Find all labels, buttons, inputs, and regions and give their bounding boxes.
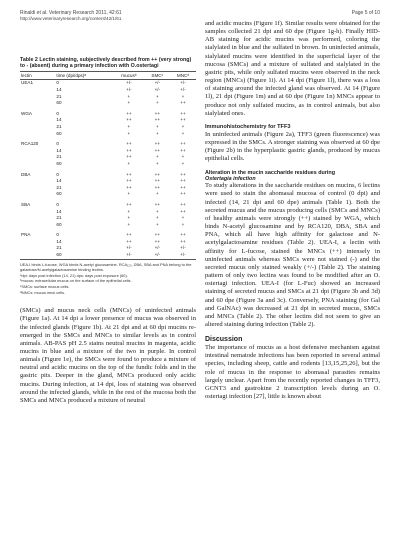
smc-cell: +: [155, 154, 159, 160]
table-row: [20, 141, 196, 148]
mucus-cell: +: [127, 215, 131, 221]
lectin-name-cell: [20, 117, 55, 124]
mnc-cell: +: [181, 160, 185, 166]
mnc-cell: ++: [180, 171, 186, 177]
left-body-paragraph: (SMCs) and mucus neck cells (MNCs) of uninfected animals (Figure 1a). At 14 dpi a lower presence of mucus was observed in the infected glands (Figure 1b). At 21 dpi and at 60 dpi mucins re-emerged in the SMCs and MNCs to similar levels as in control animals. AB-PAS pH 2.5 stains neutral mucins in magenta, acidic mucins in blue and a mixture of the two in purple. In control animals (Figure 1e), the SMCs were found to produce a mixture of neutral and acidic mucins on the top of the fundic folds and in the gastric pits. Deeper in the gland, MNCs produced only acidic mucins. During infection, at 14 dpi, loss of staining was observed around the infected glands, while in the rest of the mucosa both the SMCs and MNCs produced a mixture of neutral: [20, 307, 196, 404]
discussion-paragraph: The importance of mucus as a host defensive mechanism against intestinal nematode infections has been reported in several animal species, including sheep, cattle and rodents [13,15,25,26], but the role of mucus in the response to abomasal parasites remains largely unclear. Apart from the recently reported changes in TFF3, GCNT3 and gastrokine 2 transcription levels during an O. ostertagi infection [27], little is known about: [205, 344, 380, 401]
mnc-cell: +: [181, 123, 185, 129]
smc-cell: ++: [154, 178, 161, 184]
smc-cell: ++: [154, 238, 161, 244]
lectin-name-cell: UEA1: [21, 80, 34, 86]
header-url[interactable]: http://www.veterinaryresearch.org/content/42/1/61: [20, 16, 122, 21]
smc-cell: ++: [154, 110, 161, 116]
smc-cell: +: [155, 215, 159, 221]
time-cell: 14: [56, 178, 62, 184]
results-paragraph: and acidic mucins (Figure 1f). Similar results were obtained for the samples collected 21 dpi and 60 dpe (Figure 1g-h). Finally HID-AB staining for acidic mucins was performed, coloring the sialylated in blue and the sulfated in brown. In uninfected animals, sialylated mucins were identified in the superficial layer of the mucosa (SMCs) and a mixture of sulfated and sialylated in the gastric pits, while only sulfated mucins were observed in the neck region (MNCs) (Figure 1i). At 14 dpi (Figure 1l), there was a loss of staining around the infected gland was observed. At 14 (Figure 1l), 21 dpi (Figure 1m) and at 60 dpe (Figure 1n) MNCs appear to produce not only sulfated mucins, as in control animals, but also sialylated ones.: [205, 20, 380, 117]
lectin-name-cell: DBA: [21, 171, 31, 177]
table-row: [20, 87, 196, 94]
lectin-name-cell: [20, 252, 55, 259]
table-row: [20, 80, 196, 87]
time-cell: 14: [56, 208, 62, 214]
lectin-name-cell: SBA: [21, 201, 31, 207]
table-row: [20, 222, 196, 229]
table-row: [20, 131, 196, 138]
col-header-lectin: lectin: [20, 72, 55, 80]
lectin-name-cell: [20, 87, 55, 94]
smc-cell: ++: [154, 141, 161, 147]
col-header-smc: SMCᶜ: [145, 72, 170, 80]
col-header-mnc: MNCᵈ: [170, 72, 196, 80]
mnc-cell: ++: [180, 100, 186, 106]
mnc-cell: +: [181, 221, 185, 227]
alteration-heading-line2: Ostertagia infection: [205, 175, 256, 182]
lectin-name-cell: [20, 154, 55, 161]
time-cell: 21: [56, 93, 62, 99]
time-cell: 14: [56, 87, 62, 92]
mucus-cell: +: [127, 123, 131, 129]
table-title: Table 2 Lectin staining, subjectively described from ++ (very strong) to - (absent) during a primary infection with O.ostertagi: [20, 57, 192, 70]
mnc-cell: +/-: [180, 87, 186, 92]
section-heading-alteration: [205, 170, 380, 183]
mnc-cell: ++: [180, 141, 186, 147]
lectin-name-cell: [20, 215, 55, 222]
mucus-cell: ++: [126, 238, 132, 244]
time-cell: 14: [56, 147, 62, 153]
mnc-cell: ++: [180, 232, 186, 238]
table-row: [20, 154, 196, 161]
mucus-cell: +: [127, 191, 131, 197]
table-row: [20, 111, 196, 118]
table-row: [20, 191, 196, 198]
mucus-cell: +/-: [126, 245, 132, 251]
section-heading-tff3: Immunohistochemistry for TFF3: [205, 123, 291, 130]
smc-cell: +: [155, 221, 159, 227]
left-column: [20, 57, 196, 405]
smc-cell: +: [155, 160, 159, 166]
time-cell: 60: [56, 160, 62, 166]
mucus-cell: ++: [126, 184, 132, 190]
table-row: [20, 185, 196, 192]
mucus-cell: ++: [126, 171, 132, 177]
lectin-name-cell: PNA: [21, 232, 31, 238]
time-cell: 60: [56, 100, 62, 106]
smc-cell: ++: [154, 171, 161, 177]
lectin-table: [20, 71, 196, 259]
table-row: [20, 245, 196, 252]
table-row: [20, 178, 196, 185]
lectin-name-cell: [20, 131, 55, 138]
mucus-cell: ++: [126, 141, 132, 147]
table-row: [20, 161, 196, 168]
time-cell: 60: [55, 252, 113, 259]
table-footnote: ᵇmucus: extracellular mucus on the surface of the epithelial cells.: [20, 278, 132, 284]
time-cell: 21: [56, 184, 62, 190]
lectin-name-cell: [20, 239, 55, 246]
lectin-name-cell: [20, 161, 55, 168]
mucus-cell: ++: [126, 147, 132, 153]
smc-cell: +/-: [154, 87, 161, 92]
smc-cell: +: [155, 130, 159, 136]
time-cell: 21: [56, 245, 62, 251]
time-cell: 0: [56, 141, 59, 147]
mnc-cell: ++: [180, 191, 186, 197]
smc-cell: ++: [154, 184, 161, 190]
mucus-cell: ++: [126, 178, 132, 184]
table-row: [20, 148, 196, 155]
smc-cell: ++: [154, 232, 161, 238]
smc-cell: +: [155, 208, 159, 214]
mnc-cell: ++: [180, 208, 186, 214]
mnc-cell: ++: [180, 184, 186, 190]
mnc-cell: +: [181, 130, 185, 136]
table-body: [20, 80, 196, 259]
mucus-cell: ++: [126, 154, 132, 160]
table-row: [20, 209, 196, 216]
time-cell: 60: [56, 130, 62, 136]
time-cell: 21: [56, 123, 62, 129]
lectin-name-cell: [20, 222, 55, 229]
smc-cell: ++: [154, 147, 161, 153]
smc-cell: +/-: [154, 80, 161, 86]
mnc-cell: +: [181, 215, 185, 221]
mnc-cell: ++: [180, 201, 186, 207]
time-cell: 21: [56, 154, 62, 160]
table-row: [20, 172, 196, 179]
header-citation: Rinaldi et al. Veterinary Research 2011, 42:61: [20, 10, 122, 16]
smc-cell: +: [155, 93, 159, 99]
smc-cell: ++: [154, 117, 161, 123]
table-footnote: UEA-I binds L-fucose, WGA binds N-acetyl glucosamine, RCA₁₂₀, DBA, SBA and PNA belong to the galactose/N-acetylgalactosamine binding lectins.: [20, 261, 192, 273]
mnc-cell: ++: [180, 117, 186, 123]
mucus-cell: ++: [126, 201, 132, 207]
lectin-name-cell: [20, 245, 55, 252]
mucus-cell: ++: [126, 232, 132, 238]
mucus-cell: +: [127, 93, 131, 99]
lectin-name-cell: [20, 94, 55, 101]
mucus-cell: +: [127, 160, 131, 166]
mucus-cell: ++: [126, 117, 132, 123]
mucus-cell: +/-: [126, 87, 132, 92]
lectin-name-cell: [20, 148, 55, 155]
mnc-cell: +: [181, 93, 185, 99]
time-cell: 0: [56, 201, 59, 207]
time-cell: 14: [56, 117, 62, 123]
mnc-cell: +/-: [180, 80, 186, 86]
time-cell: 14: [56, 238, 62, 244]
table-footnotes: [20, 262, 196, 296]
mnc-cell: +/-: [180, 245, 186, 251]
col-header-mucus: mucusᵇ: [113, 72, 145, 80]
alteration-paragraph: To study alterations in the saccharide residues on mucins, 6 lectins were used to stain the abomasal mucosa of control (0 dpi) and infected (14, 21 dpi and 60 dpe) animals (Table 1). Both the secreted mucus and the mucus producing cells (SMCs and MNCs) of healthy animals were strongly (++) stained by WGA, which binds N-acetyl glucosamine and by RCA120, DBA, SBA and PNA, which all have high affinity for galactose and N-acetylgalactosamine residues (Table 2). UEA-I, a lectin with affinity for L-fucose, stained the MNCs (++) intensely in uninfected animals whereas SMCs were not stained (-) and the secreted mucus only stained weakly (+/-) (Table 2). The staining pattern of only two lectins was found to be modified after an O. ostertagi infection. UEA-I (for L-Fuc) showed an increased staining of secreted mucus and SMCs at 21 dpi (Figure 3b and 3d) and 60 dpe (Figure 3a and 3c). Conversely, PNA staining (for Gal and GalNAc) was decreased at 21 dpi in secreted mucus, SMCs and MNCs (Table 2). The other lectins did not seem to give an altered staining during infection (Table 2).: [205, 182, 380, 328]
smc-cell: +: [155, 123, 159, 129]
time-cell: 60: [56, 221, 62, 227]
time-cell: 0: [56, 110, 59, 116]
table-row: [20, 202, 196, 209]
table-header-row: [20, 72, 196, 80]
mucus-cell: +/-: [126, 80, 132, 86]
mnc-cell: ++: [180, 147, 186, 153]
lectin-name-cell: WGA: [21, 110, 32, 116]
time-cell: 0: [56, 232, 59, 238]
lectin-name-cell: RCA120: [21, 141, 39, 147]
lectin-name-cell: [20, 185, 55, 192]
header-citation-block: [20, 10, 122, 22]
mnc-cell: ++: [180, 178, 186, 184]
smc-cell: ++: [154, 201, 161, 207]
time-cell: 0: [56, 80, 59, 86]
alteration-heading-line1: Alteration in the mucin saccharide residues during: [205, 169, 336, 176]
mucus-cell: +: [127, 130, 131, 136]
mnc-cell: ++: [180, 238, 186, 244]
table-row: [20, 215, 196, 222]
mucus-cell: ++: [126, 110, 132, 116]
mnc-cell: ++: [180, 110, 186, 116]
mucus-cell: +: [127, 208, 131, 214]
section-heading-discussion: Discussion: [205, 336, 243, 344]
lectin-name-cell: [20, 178, 55, 185]
time-cell: 21: [56, 215, 62, 221]
mnc-cell: +/-: [170, 252, 196, 259]
table-row: [20, 124, 196, 131]
table-row: [20, 117, 196, 124]
mucus-cell: +: [127, 221, 131, 227]
lectin-name-cell: [20, 191, 55, 198]
smc-cell: +/-: [145, 252, 170, 259]
right-column: [205, 20, 380, 401]
table-row: [20, 94, 196, 101]
smc-cell: +/-: [154, 245, 161, 251]
time-cell: 60: [56, 191, 62, 197]
table-footnote: ᵃdpi: days post infection (14, 21) dps: days post exposure (60).: [20, 272, 128, 278]
table-row: [20, 252, 196, 259]
table-footnote: ᵈMNCs: mucus neck cells.: [20, 289, 66, 295]
page-number: Page 5 of 10: [351, 10, 380, 16]
table-row: [20, 232, 196, 239]
lectin-name-cell: [20, 209, 55, 216]
tff3-paragraph: In uninfected animals (Figure 2a), TFF3 (green fluorescence) was expressed in the SMCs. A stronger staining was observed at 60 dpe (Figure 2b) in the hyperplastic gastric glands, produced by mucus epithelial cells.: [205, 130, 380, 163]
smc-cell: +: [155, 191, 159, 197]
mucus-cell: +: [127, 100, 131, 106]
time-cell: 0: [56, 171, 59, 177]
table-row: [20, 239, 196, 246]
table-row: [20, 100, 196, 107]
mnc-cell: +: [181, 154, 185, 160]
lectin-name-cell: [20, 124, 55, 131]
col-header-time: time (dpi/dps)ᵃ: [55, 72, 113, 80]
mucus-cell: +/-: [113, 252, 145, 259]
table-footnote: ᶜSMCs: surface mucus cells.: [20, 284, 70, 290]
smc-cell: +: [155, 100, 159, 106]
lectin-name-cell: [20, 100, 55, 107]
